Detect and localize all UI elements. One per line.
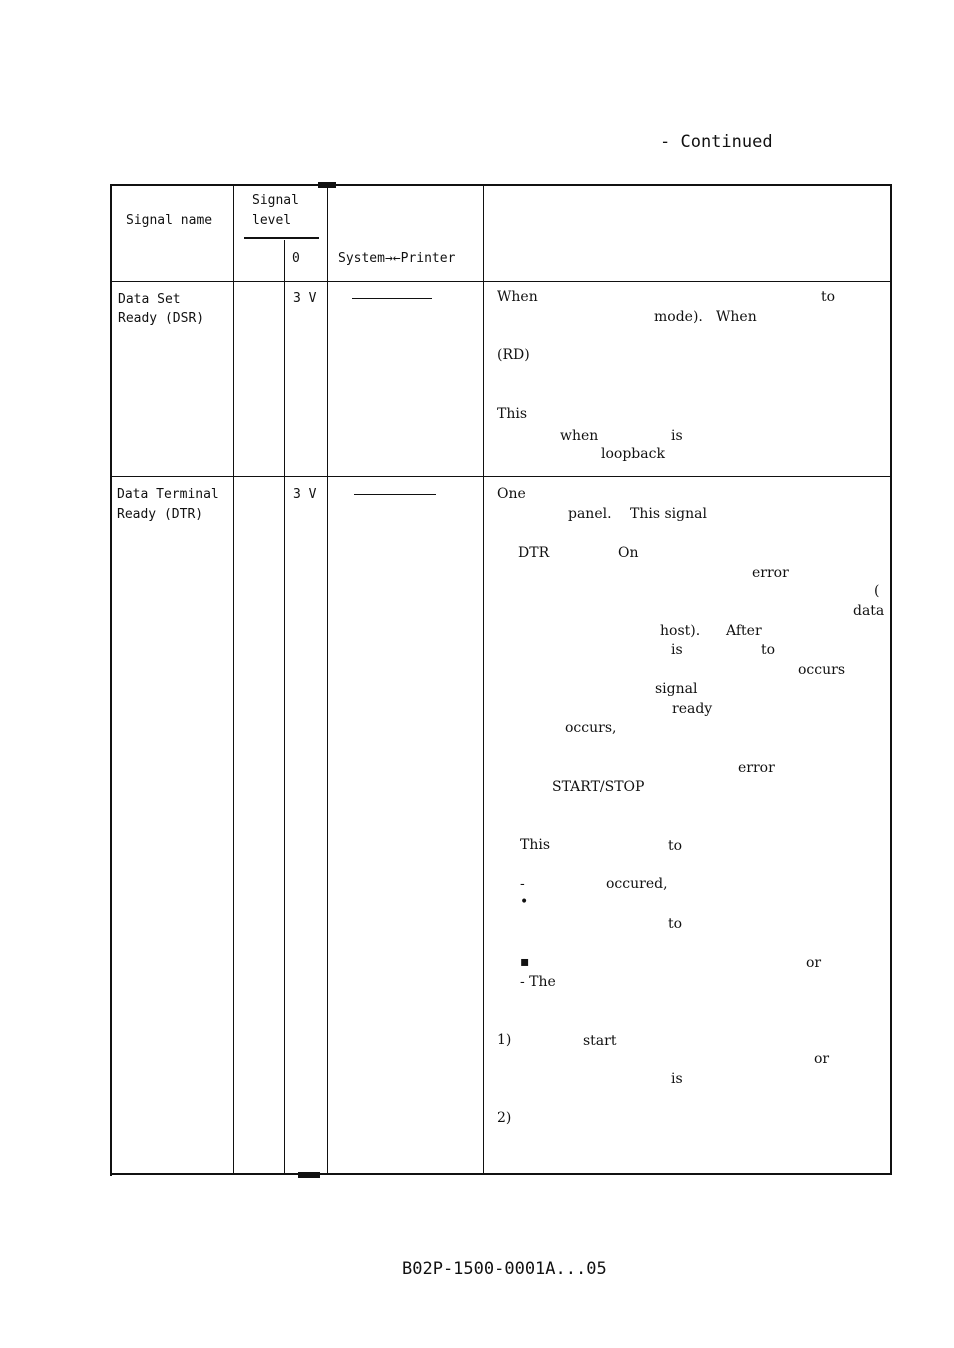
continued-label: - Continued [660, 132, 773, 152]
description-fragment: data [853, 603, 885, 619]
row-dsr-level: 3 V [293, 291, 317, 306]
dsr-direction-line [352, 298, 432, 299]
table-bottom-border [110, 1173, 892, 1175]
header-signal-name: Signal name [126, 213, 213, 228]
description-fragment: ( [874, 583, 880, 599]
description-fragment: • [520, 894, 529, 910]
description-fragment: occurs [798, 662, 846, 678]
description-fragment: This [497, 406, 528, 422]
description-fragment: occurs, [565, 720, 617, 736]
col-sep-level-right [327, 186, 328, 1175]
description-fragment: START/STOP [552, 779, 645, 795]
document-id: B02P-1500-0001A...05 [402, 1259, 607, 1279]
description-fragment: This signal [630, 506, 707, 522]
description-fragment: - [520, 876, 525, 892]
description-fragment: When [716, 309, 757, 325]
header-direction: System→←Printer [338, 251, 456, 266]
description-fragment: On [618, 545, 639, 561]
header-signal-level-1: Signal [252, 193, 299, 208]
description-fragment: to [668, 916, 683, 932]
header-level-sub: 0 [292, 251, 300, 266]
description-fragment: start [583, 1033, 617, 1049]
row-dtr-name-2: Ready (DTR) [117, 507, 204, 522]
dtr-direction-line [354, 494, 436, 495]
description-fragment: is [671, 642, 683, 658]
description-fragment: occured, [606, 876, 668, 892]
description-fragment: to [821, 289, 836, 305]
col-sep-name [233, 186, 234, 1175]
header-signal-level-2: level [252, 213, 292, 228]
description-fragment: when [560, 428, 599, 444]
description-fragment: loopback [601, 446, 665, 462]
description-fragment: to [668, 838, 683, 854]
description-fragment: error [738, 760, 775, 776]
description-fragment: mode). [654, 309, 703, 325]
description-fragment: is [671, 1071, 683, 1087]
description-fragment: ▪ [520, 954, 530, 970]
row-separator-1 [110, 476, 892, 477]
col-sep-desc [483, 186, 484, 1175]
description-fragment: After [726, 623, 762, 639]
row-dtr-level: 3 V [293, 487, 317, 502]
description-fragment: DTR [518, 545, 550, 561]
description-fragment: (RD) [497, 347, 530, 363]
table-top-border [110, 184, 892, 186]
row-dsr-name-1: Data Set [118, 292, 181, 307]
description-fragment: signal [655, 681, 698, 697]
col-sep-level [284, 240, 285, 1175]
description-fragment: or [814, 1051, 830, 1067]
header-row-separator [110, 281, 892, 282]
table-bottom-mark [298, 1172, 320, 1178]
description-fragment: to [761, 642, 776, 658]
description-fragment: One [497, 486, 526, 502]
description-fragment: This [520, 837, 551, 853]
description-fragment: is [671, 428, 683, 444]
table-left-border [110, 184, 112, 1176]
table-right-border [890, 184, 892, 1174]
description-fragment: or [806, 955, 822, 971]
description-fragment: panel. [568, 506, 612, 522]
row-dtr-name-1: Data Terminal [117, 487, 219, 502]
level-header-line [244, 237, 319, 239]
description-fragment: When [497, 289, 538, 305]
description-fragment: 2) [497, 1110, 512, 1126]
description-fragment: error [752, 565, 789, 581]
description-fragment: ready [672, 701, 713, 717]
description-fragment: - The [520, 974, 556, 990]
description-fragment: host). [660, 623, 701, 639]
description-fragment: 1) [497, 1032, 512, 1048]
row-dsr-name-2: Ready (DSR) [118, 311, 205, 326]
